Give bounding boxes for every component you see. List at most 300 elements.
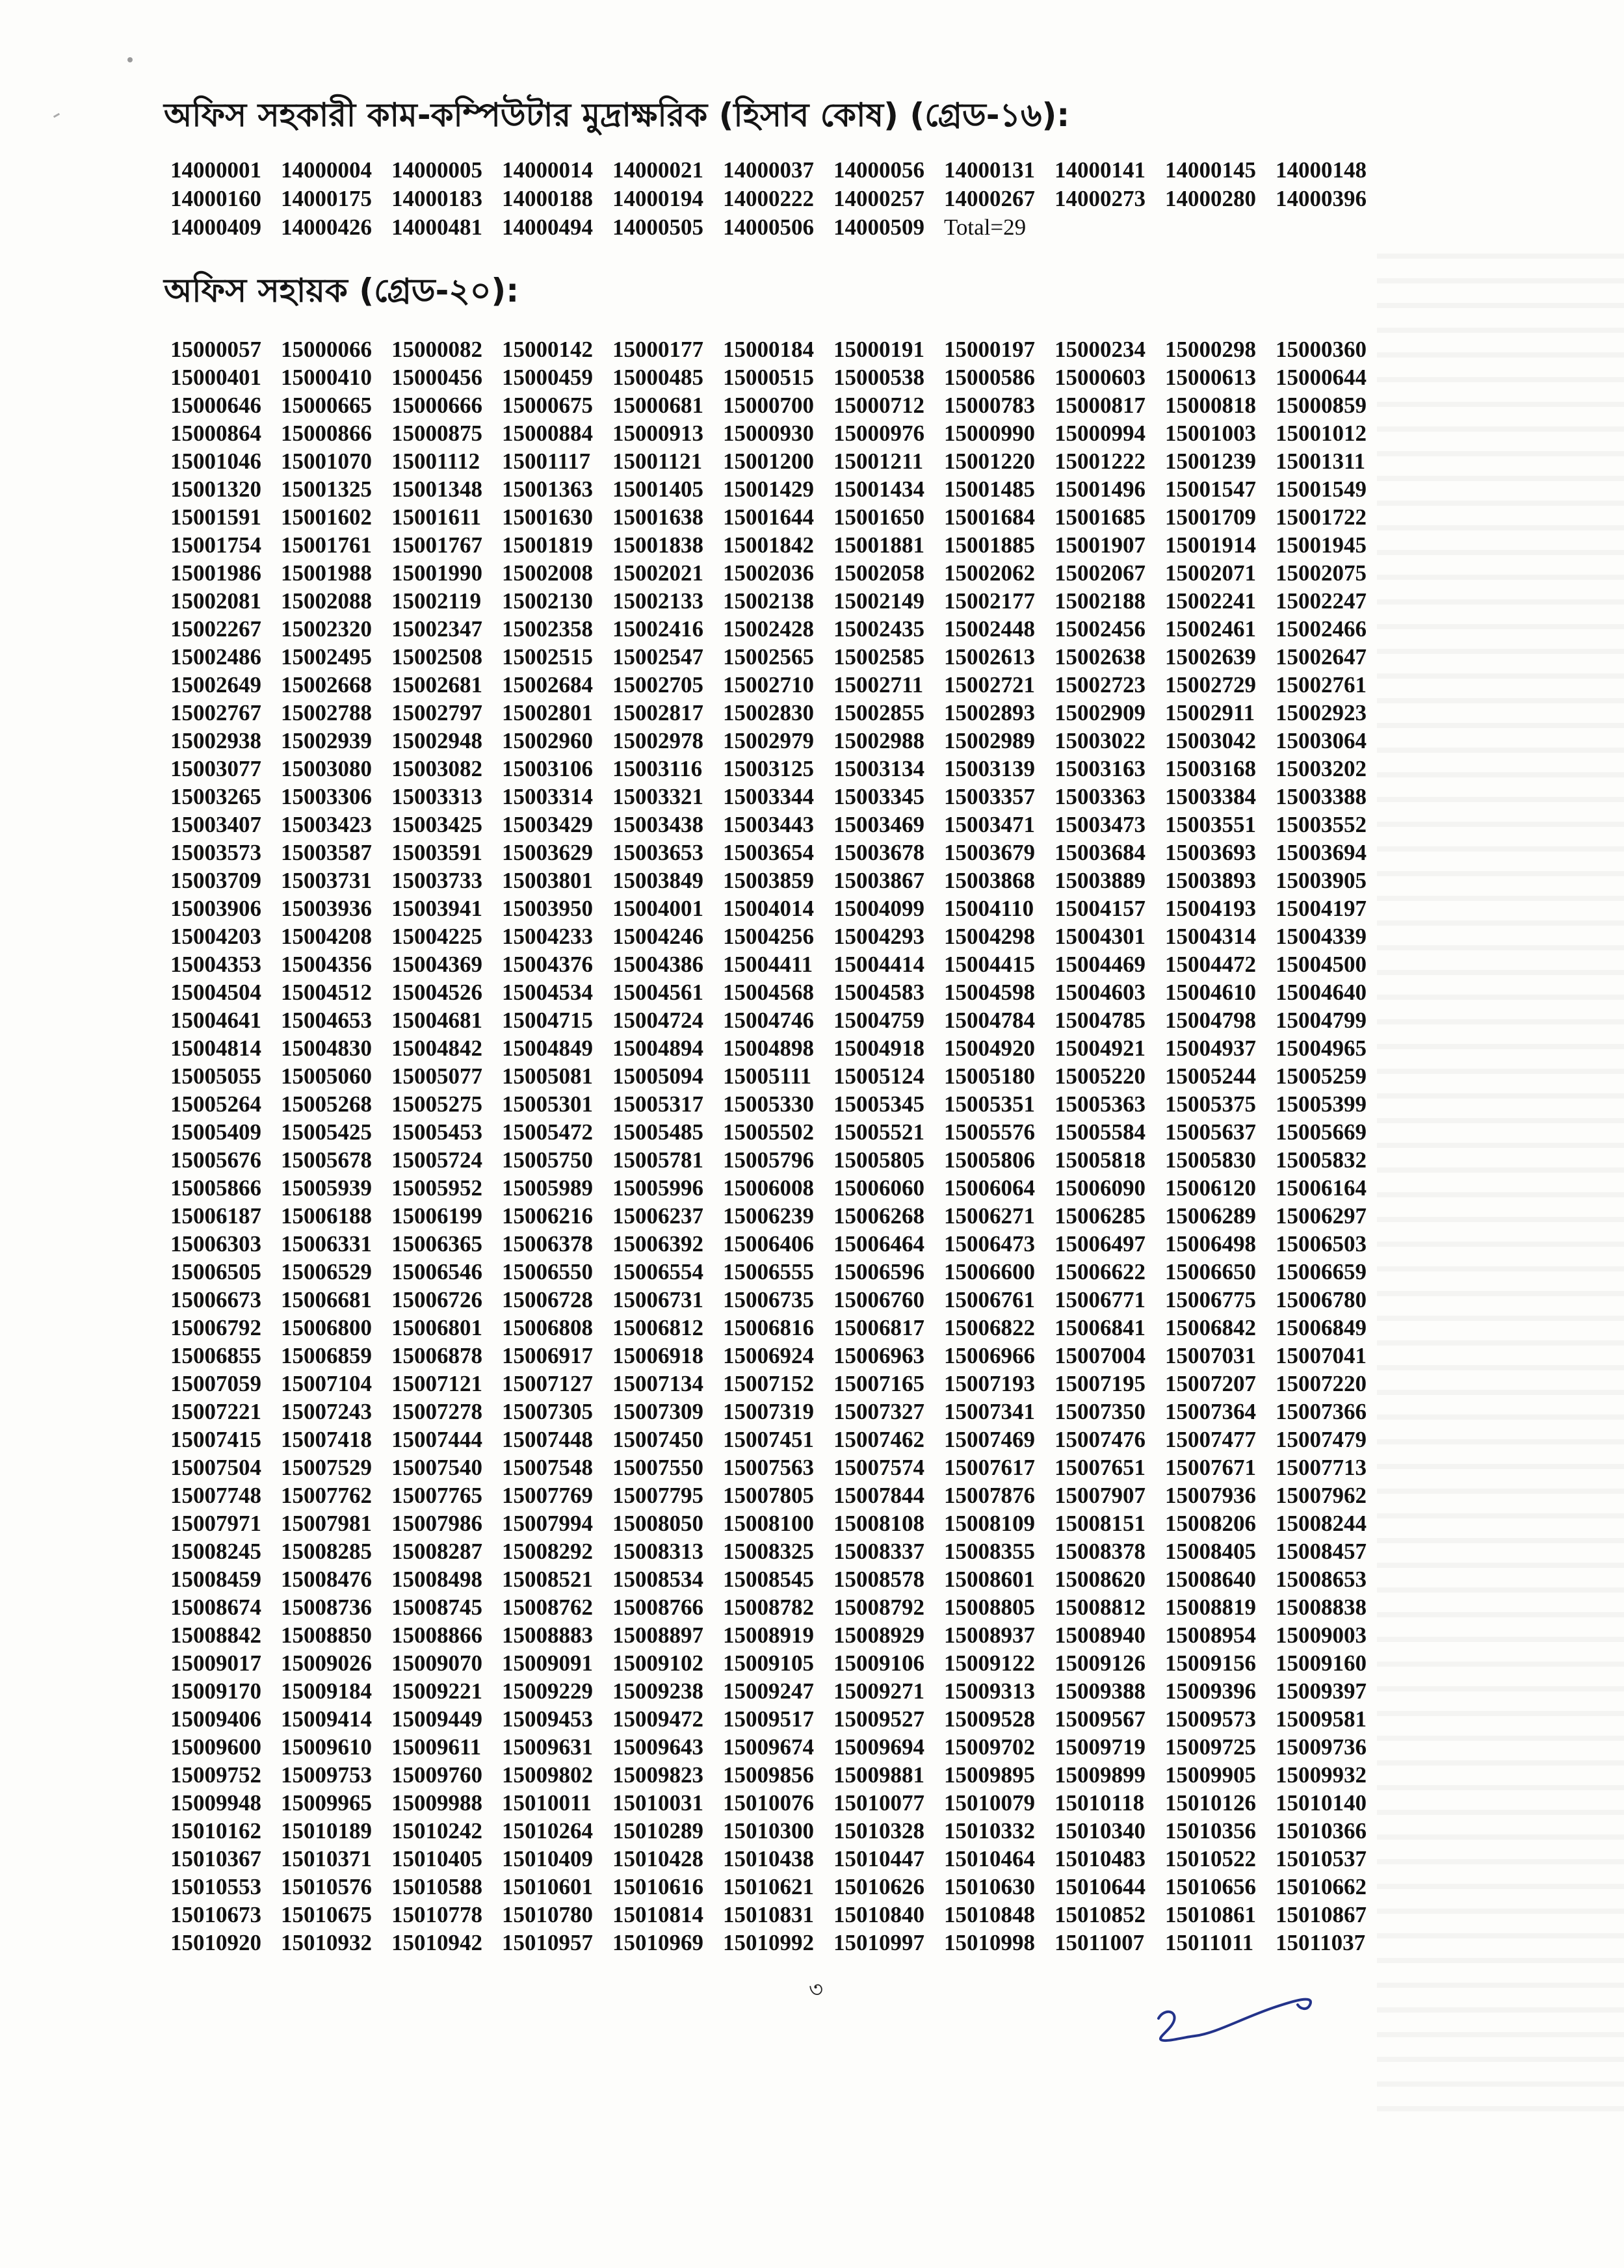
roll-number: 15002893 [944, 700, 1035, 725]
number-row [170, 587, 1386, 615]
roll-number: 15010840 [833, 1902, 924, 1927]
roll-number: 15006859 [281, 1343, 372, 1368]
roll-number: 15003693 [1165, 840, 1256, 865]
roll-number: 15006239 [723, 1203, 814, 1229]
roll-number: 15002358 [502, 616, 593, 642]
roll-number: 15003694 [1276, 840, 1367, 865]
roll-number: 14000004 [281, 157, 372, 183]
roll-number: 15010576 [281, 1874, 372, 1899]
roll-number: 15009899 [1054, 1762, 1146, 1788]
roll-number: 15002761 [1276, 672, 1367, 697]
roll-number: 15001907 [1054, 532, 1146, 558]
roll-number: 15001405 [612, 476, 703, 502]
roll-number: 15002948 [391, 728, 482, 753]
roll-number: 15004339 [1276, 924, 1367, 949]
roll-number: 14000409 [170, 215, 261, 240]
roll-number: 15006726 [391, 1287, 482, 1312]
roll-number: 15004411 [723, 952, 813, 977]
roll-number: 15000884 [502, 421, 593, 446]
roll-number: 15009948 [170, 1790, 261, 1816]
roll-number: 15002188 [1054, 588, 1146, 614]
roll-number: 15001239 [1165, 449, 1256, 474]
roll-number: 15007748 [170, 1483, 261, 1508]
roll-number: 15003867 [833, 868, 924, 893]
number-row [170, 185, 1386, 213]
roll-number: 15001644 [723, 504, 814, 530]
roll-number: 15004921 [1054, 1036, 1146, 1061]
roll-number: 15002088 [281, 588, 372, 614]
roll-number: 14000056 [833, 157, 924, 183]
roll-number: 15006188 [281, 1203, 372, 1229]
roll-number: 15002639 [1165, 644, 1256, 670]
roll-number: 15000057 [170, 337, 261, 362]
roll-number: 15009674 [723, 1734, 814, 1760]
number-row [170, 755, 1386, 783]
roll-number: 15007550 [612, 1455, 703, 1480]
roll-number: 15010367 [170, 1846, 261, 1871]
roll-number: 15007504 [170, 1455, 261, 1480]
roll-number: 15001684 [944, 504, 1035, 530]
roll-number: 15007563 [723, 1455, 814, 1480]
roll-number: 15001363 [502, 476, 593, 502]
roll-number: 15003022 [1054, 728, 1146, 753]
roll-number: 15009932 [1276, 1762, 1367, 1788]
roll-number: 15010673 [170, 1902, 261, 1927]
roll-number: 15004157 [1054, 896, 1146, 921]
roll-number: 15010031 [612, 1790, 703, 1816]
roll-number: 15002649 [170, 672, 261, 697]
roll-number: 15000675 [502, 393, 593, 418]
roll-number: 15010162 [170, 1818, 261, 1844]
roll-number: 15000866 [281, 421, 372, 446]
roll-number: 15004512 [281, 980, 372, 1005]
roll-number: 15004746 [723, 1008, 814, 1033]
roll-number: 15001638 [612, 504, 703, 530]
roll-number: 15002456 [1054, 616, 1146, 642]
roll-number: 15006731 [612, 1287, 703, 1312]
roll-number: 15003344 [723, 784, 814, 809]
roll-number: 15006090 [1054, 1175, 1146, 1201]
roll-number: 15003678 [833, 840, 924, 865]
roll-number: 15010630 [944, 1874, 1035, 1899]
roll-number: 15007574 [833, 1455, 924, 1480]
roll-number: 15004830 [281, 1036, 372, 1061]
roll-number: 15008762 [502, 1595, 593, 1620]
roll-number: 15006771 [1054, 1287, 1146, 1312]
roll-number: 15008838 [1276, 1595, 1367, 1620]
roll-number: 15005425 [281, 1119, 372, 1145]
roll-number: 15007529 [281, 1455, 372, 1480]
roll-number: 15006808 [502, 1315, 593, 1340]
roll-number: 15003679 [944, 840, 1035, 865]
roll-number: 15007451 [723, 1427, 814, 1452]
roll-number: 15007651 [1054, 1455, 1146, 1480]
roll-number: 15007415 [170, 1427, 261, 1452]
roll-number: 15000082 [391, 337, 482, 362]
roll-number: 15000456 [391, 365, 482, 390]
roll-number: 15000644 [1276, 365, 1367, 390]
roll-number: 15003868 [944, 868, 1035, 893]
roll-number: 15007477 [1165, 1427, 1256, 1452]
number-row [170, 1509, 1386, 1537]
roll-number: 15010438 [723, 1846, 814, 1871]
roll-number: 15003163 [1054, 756, 1146, 781]
roll-number: 15002909 [1054, 700, 1146, 725]
section-title-office-assistant-computer-typist: অফিস সহকারী কাম-কম্পিউটার মুদ্রাক্ষরিক (হিসাব কোষ) (গ্রেড-১৬): [164, 96, 1070, 134]
roll-number: 15003080 [281, 756, 372, 781]
roll-number: 15002923 [1276, 700, 1367, 725]
roll-number: 15002008 [502, 560, 593, 586]
roll-number: 15006164 [1276, 1175, 1367, 1201]
roll-number: 15004568 [723, 980, 814, 1005]
roll-number: 15005180 [944, 1063, 1035, 1089]
roll-number: 15006775 [1165, 1287, 1256, 1312]
roll-number: 15001650 [833, 504, 924, 530]
roll-number: 15003684 [1054, 840, 1146, 865]
roll-number: 15009905 [1165, 1762, 1256, 1788]
roll-number: 15010861 [1165, 1902, 1256, 1927]
roll-number: 15006792 [170, 1315, 261, 1340]
roll-number: 15005301 [502, 1091, 593, 1117]
roll-number: 15006199 [391, 1203, 482, 1229]
roll-number: 15004842 [391, 1036, 482, 1061]
roll-number: 15006268 [833, 1203, 924, 1229]
roll-number: 15004784 [944, 1008, 1035, 1033]
roll-number: 15000298 [1165, 337, 1256, 362]
roll-number: 15007548 [502, 1455, 593, 1480]
roll-number: 15009247 [723, 1678, 814, 1704]
roll-number: 15004894 [612, 1036, 703, 1061]
roll-number: 15007127 [502, 1371, 593, 1396]
roll-number: 15002797 [391, 700, 482, 725]
roll-number: 15001819 [502, 532, 593, 558]
roll-number: 15006187 [170, 1203, 261, 1229]
roll-number: 15002710 [723, 672, 814, 697]
roll-number: 15006817 [833, 1315, 924, 1340]
roll-number: 15005399 [1276, 1091, 1367, 1117]
roll-number: 14000506 [723, 215, 814, 240]
roll-number: 15003801 [502, 868, 593, 893]
roll-number: 15002448 [944, 616, 1035, 642]
roll-number: 15004208 [281, 924, 372, 949]
roll-number: 15009752 [170, 1762, 261, 1788]
roll-number: 15004598 [944, 980, 1035, 1005]
number-row [170, 1761, 1386, 1789]
roll-number: 15008206 [1165, 1511, 1256, 1536]
roll-number: 15000930 [723, 421, 814, 446]
roll-number: 15006237 [612, 1203, 703, 1229]
handwritten-signature [1144, 1983, 1339, 2054]
roll-number: 15010656 [1165, 1874, 1256, 1899]
roll-number: 14000175 [281, 186, 372, 211]
roll-number: 15009449 [391, 1706, 482, 1732]
number-row [170, 391, 1386, 419]
roll-number: 15005939 [281, 1175, 372, 1201]
roll-number: 15002428 [723, 616, 814, 642]
roll-number: 15006554 [612, 1259, 703, 1284]
roll-number: 15000586 [944, 365, 1035, 390]
roll-number: 15003654 [723, 840, 814, 865]
roll-number: 15005077 [391, 1063, 482, 1089]
roll-number: 15001838 [612, 532, 703, 558]
roll-number: 15008937 [944, 1623, 1035, 1648]
roll-number: 15002508 [391, 644, 482, 670]
roll-number: 15000712 [833, 393, 924, 418]
roll-number: 15007876 [944, 1483, 1035, 1508]
roll-number: 15009611 [391, 1734, 482, 1760]
roll-number: 15007765 [391, 1483, 482, 1508]
roll-number: 15003936 [281, 896, 372, 921]
roll-number: 15010644 [1054, 1874, 1146, 1899]
roll-number: 15004603 [1054, 980, 1146, 1005]
roll-number: 15005259 [1276, 1063, 1367, 1089]
roll-number: 15003941 [391, 896, 482, 921]
roll-number: 15000681 [612, 393, 703, 418]
roll-number: 15002067 [1054, 560, 1146, 586]
roll-number: 15009802 [502, 1762, 593, 1788]
roll-number: 15004353 [170, 952, 261, 977]
roll-number: 15005866 [170, 1175, 261, 1201]
roll-number: 15005806 [944, 1147, 1035, 1173]
roll-number: 15008476 [281, 1567, 372, 1592]
roll-number: 15009600 [170, 1734, 261, 1760]
roll-number: 15005275 [391, 1091, 482, 1117]
roll-number: 15009026 [281, 1650, 372, 1676]
roll-number: 15000859 [1276, 393, 1367, 418]
roll-number: 15006596 [833, 1259, 924, 1284]
roll-number: 15007327 [833, 1399, 924, 1424]
roll-number: 15010118 [1054, 1790, 1145, 1816]
roll-number: 15000913 [612, 421, 703, 446]
roll-number: 15002729 [1165, 672, 1256, 697]
roll-number: 15008782 [723, 1595, 814, 1620]
number-row [170, 419, 1386, 447]
roll-number: 15004376 [502, 952, 593, 977]
roll-number: 15005781 [612, 1147, 703, 1173]
roll-number: 15009753 [281, 1762, 372, 1788]
roll-number: 15003265 [170, 784, 261, 809]
roll-number: 15001117 [502, 449, 591, 474]
roll-number: 15009102 [612, 1650, 703, 1676]
roll-number: 15006289 [1165, 1203, 1256, 1229]
roll-number: 15011007 [1054, 1930, 1145, 1955]
roll-number: 15001496 [1054, 476, 1146, 502]
roll-number: 15006822 [944, 1315, 1035, 1340]
roll-number: 15010920 [170, 1930, 261, 1955]
roll-number: 14000005 [391, 157, 482, 183]
roll-number: 15007476 [1054, 1427, 1146, 1452]
number-row [170, 1090, 1386, 1118]
roll-number: 15007221 [170, 1399, 261, 1424]
roll-number: 15005830 [1165, 1147, 1256, 1173]
roll-number: 15007031 [1165, 1343, 1256, 1368]
roll-number: 15004246 [612, 924, 703, 949]
roll-number: 15003471 [944, 812, 1035, 837]
roll-number: 15008866 [391, 1623, 482, 1648]
roll-number: 15009736 [1276, 1734, 1367, 1760]
roll-number: 15006120 [1165, 1175, 1256, 1201]
roll-number: 15004759 [833, 1008, 924, 1033]
roll-number: 15003423 [281, 812, 372, 837]
roll-number: 14000494 [502, 215, 593, 240]
roll-number: 15001200 [723, 449, 814, 474]
number-row [170, 783, 1386, 811]
number-row [170, 1537, 1386, 1565]
roll-number: 15000142 [502, 337, 593, 362]
roll-number: 15004469 [1054, 952, 1146, 977]
roll-number: 15009003 [1276, 1623, 1367, 1648]
roll-number: 15004314 [1165, 924, 1256, 949]
roll-number: 15008819 [1165, 1595, 1256, 1620]
roll-number: 15009105 [723, 1650, 814, 1676]
roll-number: 15009719 [1054, 1734, 1146, 1760]
roll-number: 15007004 [1054, 1343, 1146, 1368]
roll-number: 15001914 [1165, 532, 1256, 558]
roll-number: 15006812 [612, 1315, 703, 1340]
roll-number: 15002071 [1165, 560, 1256, 586]
roll-number: 15003859 [723, 868, 814, 893]
roll-number: 15003443 [723, 812, 814, 837]
roll-number: 15000646 [170, 393, 261, 418]
roll-number: 15002495 [281, 644, 372, 670]
roll-number: 15001986 [170, 560, 261, 586]
roll-number: 15004293 [833, 924, 924, 949]
roll-number: 15006816 [723, 1315, 814, 1340]
number-row [170, 922, 1386, 950]
roll-number: 15003731 [281, 868, 372, 893]
roll-number: 15009856 [723, 1762, 814, 1788]
roll-number: 15004301 [1054, 924, 1146, 949]
roll-number: 15009725 [1165, 1734, 1256, 1760]
roll-number: 15008601 [944, 1567, 1035, 1592]
roll-number: 15010300 [723, 1818, 814, 1844]
roll-number: 15000485 [612, 365, 703, 390]
roll-number: 15006924 [723, 1343, 814, 1368]
roll-number: 15000177 [612, 337, 703, 362]
roll-number: 15009472 [612, 1706, 703, 1732]
roll-number: 15007104 [281, 1371, 372, 1396]
roll-number: 15010957 [502, 1930, 593, 1955]
roll-number: 15008745 [391, 1595, 482, 1620]
roll-number: 15010932 [281, 1930, 372, 1955]
roll-number: 15006966 [944, 1343, 1035, 1368]
roll-number: 15004298 [944, 924, 1035, 949]
roll-number: 15009610 [281, 1734, 372, 1760]
roll-number: 15007207 [1165, 1371, 1256, 1396]
roll-number: 15010371 [281, 1846, 372, 1871]
roll-number: 15002723 [1054, 672, 1146, 697]
roll-number: 15000515 [723, 365, 814, 390]
number-row [170, 1062, 1386, 1090]
roll-number: 15005055 [170, 1063, 261, 1089]
roll-number: 15004561 [612, 980, 703, 1005]
roll-number: 15004369 [391, 952, 482, 977]
roll-number: 14000280 [1165, 186, 1256, 211]
number-row [170, 1677, 1386, 1705]
roll-number: 15003106 [502, 756, 593, 781]
roll-number: 15005669 [1276, 1119, 1367, 1145]
roll-number: 15006498 [1165, 1231, 1256, 1257]
roll-number: 15008498 [391, 1567, 482, 1592]
roll-number: 15007994 [502, 1511, 593, 1536]
roll-number: 15010405 [391, 1846, 482, 1871]
roll-number: 15004798 [1165, 1008, 1256, 1033]
roll-number: 15006546 [391, 1259, 482, 1284]
roll-number: 15000197 [944, 337, 1035, 362]
number-row [170, 1705, 1386, 1733]
roll-number: 15004715 [502, 1008, 593, 1033]
roll-number: 15006659 [1276, 1259, 1367, 1284]
roll-number: 15001348 [391, 476, 482, 502]
roll-number: 15000864 [170, 421, 261, 446]
scan-edge-mark [53, 113, 60, 118]
roll-number: 15001311 [1276, 449, 1366, 474]
roll-number: 15002647 [1276, 644, 1367, 670]
roll-number: 15003425 [391, 812, 482, 837]
roll-number: 15002721 [944, 672, 1035, 697]
roll-number: 15005124 [833, 1063, 924, 1089]
roll-number: 15000360 [1276, 337, 1367, 362]
number-row [170, 727, 1386, 755]
roll-number: 15002684 [502, 672, 593, 697]
roll-number: 15007195 [1054, 1371, 1146, 1396]
roll-number: 15008653 [1276, 1567, 1367, 1592]
roll-number: 15007981 [281, 1511, 372, 1536]
roll-number: 15005351 [944, 1091, 1035, 1117]
roll-number: 15004001 [612, 896, 703, 921]
roll-number: 15005637 [1165, 1119, 1256, 1145]
roll-number: 15004414 [833, 952, 924, 977]
roll-number: 15000994 [1054, 421, 1146, 446]
roll-number: 15006497 [1054, 1231, 1146, 1257]
roll-number: 14000021 [612, 157, 703, 183]
roll-number: 14000141 [1054, 157, 1146, 183]
roll-number: 15004965 [1276, 1036, 1367, 1061]
roll-number: 15007762 [281, 1483, 372, 1508]
section-title-office-helper: অফিস সহায়ক (গ্রেড-২০): [164, 272, 519, 309]
roll-number: 15004724 [612, 1008, 703, 1033]
roll-number: 15003077 [170, 756, 261, 781]
roll-number: 15002938 [170, 728, 261, 753]
roll-number: 15003889 [1054, 868, 1146, 893]
roll-number: 15011011 [1165, 1930, 1254, 1955]
page-number: ৩ [809, 1977, 824, 2003]
roll-number: 15003407 [170, 812, 261, 837]
roll-number: 15002817 [612, 700, 703, 725]
roll-number: 15006735 [723, 1287, 814, 1312]
roll-number: 15002133 [612, 588, 703, 614]
roll-number: 15003357 [944, 784, 1035, 809]
roll-number: 15003438 [612, 812, 703, 837]
roll-number: 15000666 [391, 393, 482, 418]
roll-number: 15007418 [281, 1427, 372, 1452]
number-row [170, 1789, 1386, 1817]
roll-number: 15010675 [281, 1902, 372, 1927]
roll-number: 15003587 [281, 840, 372, 865]
roll-number: 15006008 [723, 1175, 814, 1201]
roll-number: 15005094 [612, 1063, 703, 1089]
roll-number: 15002681 [391, 672, 482, 697]
number-row [170, 1006, 1386, 1034]
roll-number: 15001429 [723, 476, 814, 502]
roll-number: 15002939 [281, 728, 372, 753]
roll-number: 15003042 [1165, 728, 1256, 753]
number-row [170, 503, 1386, 531]
roll-number: 15007805 [723, 1483, 814, 1508]
roll-number: 15009517 [723, 1706, 814, 1732]
roll-number: 15001211 [833, 449, 924, 474]
roll-number: 15007540 [391, 1455, 482, 1480]
